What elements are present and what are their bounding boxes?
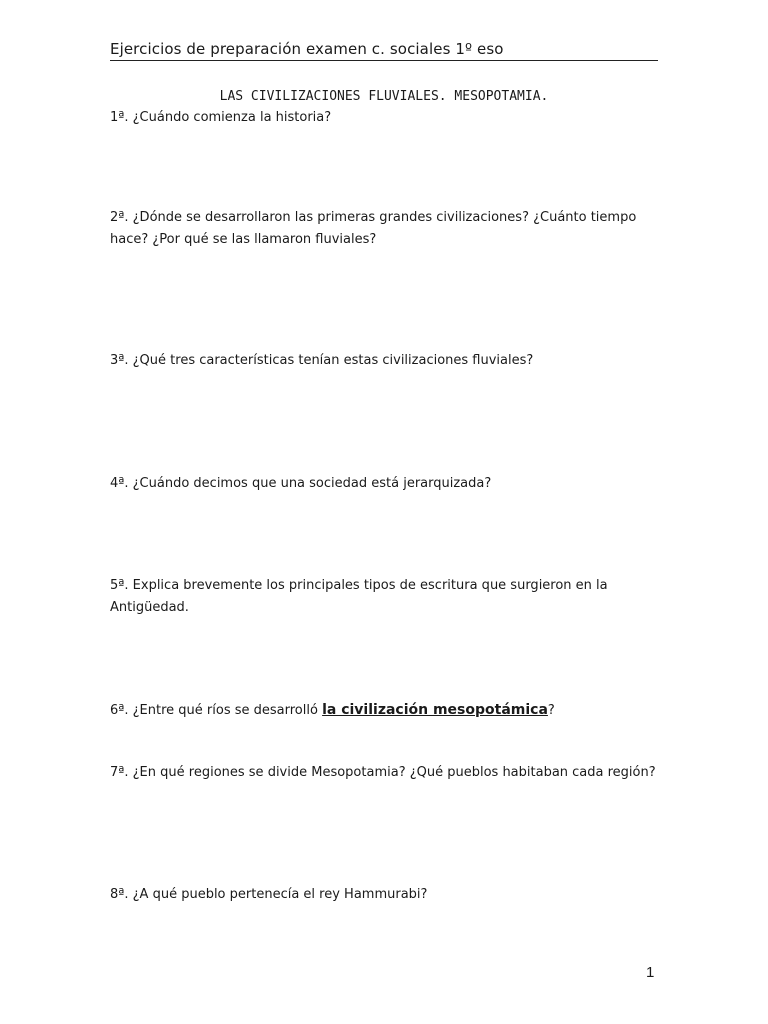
page-header: Ejercicios de preparación examen c. sociales 1º eso: [110, 40, 658, 61]
question-5: 5ª. Explica brevemente los principales tipos de escritura que surgieron en la Antigüedad.: [110, 578, 608, 615]
question-7: 7ª. ¿En qué regiones se divide Mesopotamia? ¿Qué pueblos habitaban cada región?: [110, 765, 656, 780]
question-6: [110, 699, 660, 722]
question-3: 3ª. ¿Qué tres características tenían estas civilizaciones fluviales?: [110, 353, 534, 368]
question-6-prefix: 6ª. ¿Entre qué ríos se desarrolló: [110, 703, 323, 718]
document-title: LAS CIVILIZACIONES FLUVIALES. MESOPOTAMIA.: [219, 89, 549, 104]
question-4: 4ª. ¿Cuándo decimos que una sociedad está jerarquizada?: [110, 476, 492, 491]
page-number: 1: [646, 964, 655, 981]
question-8: 8ª. ¿A qué pueblo pertenecía el rey Hammurabi?: [110, 887, 428, 902]
question-1: 1ª. ¿Cuándo comienza la historia?: [110, 110, 332, 125]
question-6-emphasis: la civilización mesopotámica: [322, 702, 548, 718]
question-6-suffix: ?: [547, 703, 555, 718]
question-2: 2ª. ¿Dónde se desarrollaron las primeras grandes civilizaciones? ¿Cuánto tiempo hace? ¿Por qué se las llamaron fluviales?: [110, 210, 637, 247]
